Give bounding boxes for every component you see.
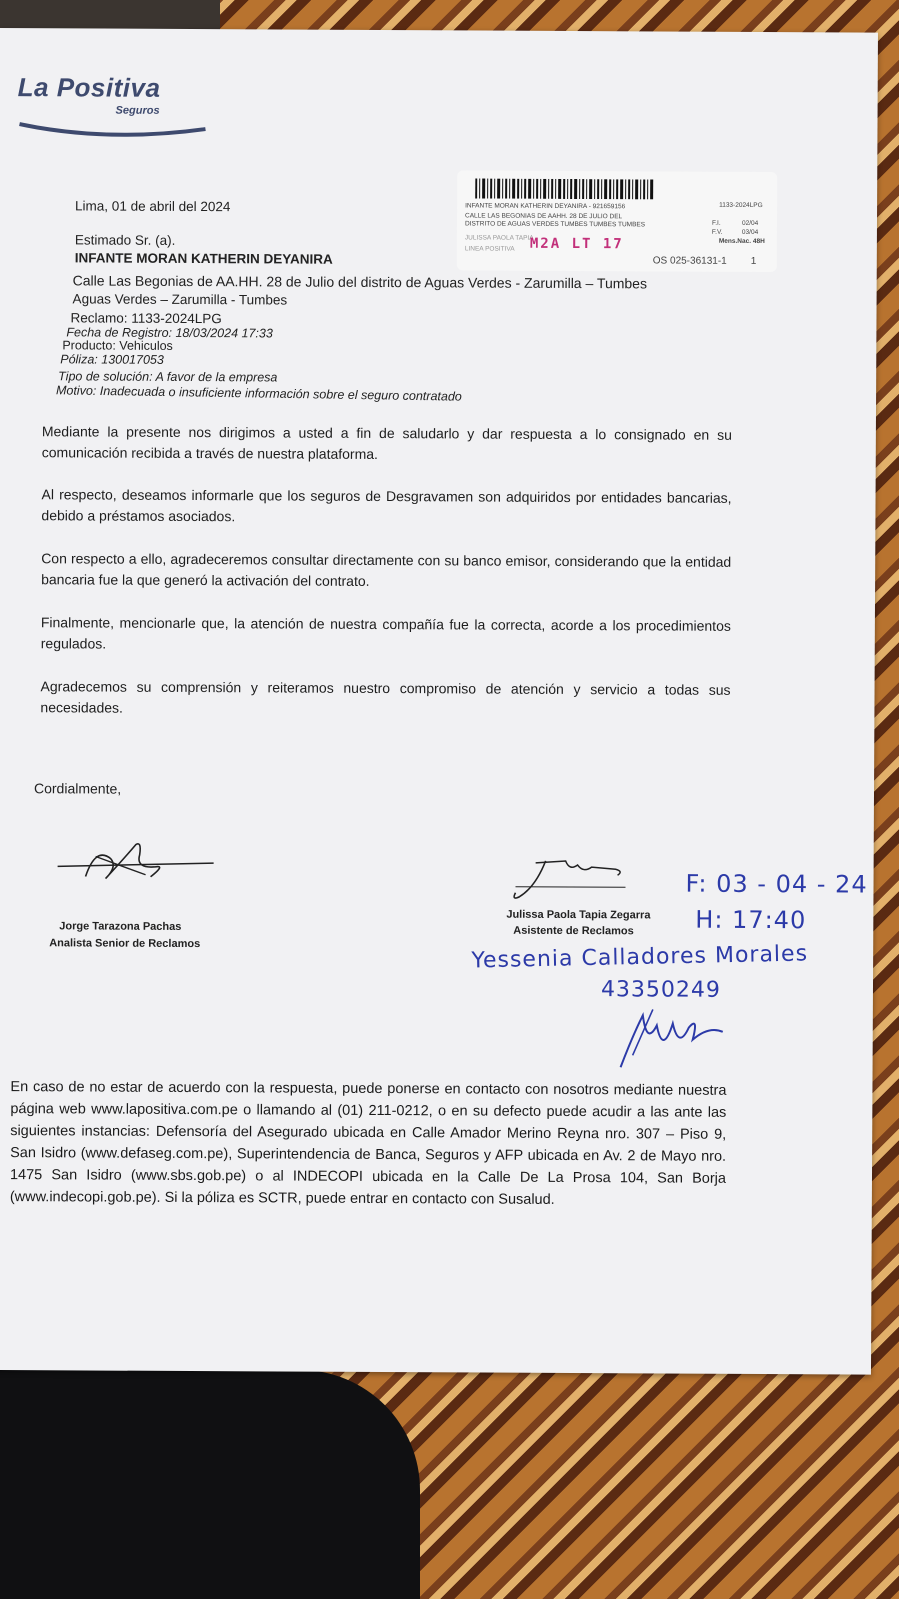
handwritten-receipt-hour: H: 17:40 (695, 905, 807, 935)
handwritten-receipt-date: F: 03 - 04 - 24 (685, 869, 868, 899)
handwritten-lot-number: M2A LT 17 (529, 235, 624, 253)
right-signature-icon (505, 857, 635, 904)
paragraph-1: Mediante la presente nos dirigimos a usted a fin de saludarlo y dar respuesta a lo consignado en su comunicación recibida a través de nuestra plataforma. (41, 423, 732, 462)
handwritten-receiver-signature-icon (613, 1005, 733, 1072)
closing: Cordialmente, (33, 780, 122, 797)
label-mens: Mens.Nac. 48H (718, 237, 765, 246)
solution-type: Tipo de solución: A favor de la empresa (58, 369, 278, 385)
letter-date: Lima, 01 de abril del 2024 (75, 198, 231, 215)
label-line4: JULISSA PAOLA TAPIA (464, 234, 534, 242)
label-fv: F.V. (711, 228, 723, 236)
claim-number: Reclamo: 1133-2024LPG (70, 310, 222, 327)
label-line5: LINEA POSITIVA (464, 245, 515, 253)
claim-reason: Motivo: Inadecuada o insuficiente información sobre el seguro contratado (55, 383, 462, 404)
right-signer-name: Julissa Paola Tapia Zegarra (506, 908, 651, 922)
right-signer-role: Asistente de Reclamos (513, 924, 634, 938)
label-fi-value: 02/04 (741, 219, 759, 227)
left-signature-icon (56, 836, 216, 887)
handwritten-receiver-dni: 43350249 (600, 977, 722, 1003)
paragraph-4: Finalmente, mencionarle que, la atención de nuestra compañía fue la correcta, acorde a los procedimientos regulados. (40, 614, 731, 652)
label-os: OS 025-36131-1 (652, 255, 727, 267)
company-logo-text: La Positiva (17, 72, 161, 103)
recipient-address: Calle Las Begonias de AA.HH. 28 de Julio del distrito de Aguas Verdes - Zarumilla – Tumbes (72, 272, 648, 292)
label-code: 1133-2024LPG (719, 201, 763, 209)
letter-sheet (0, 28, 878, 1375)
logo-swoosh-icon (17, 120, 207, 141)
label-line2: CALLE LAS BEGONIAS DE AAHH. 28 DE JULIO DEL (465, 212, 623, 221)
paragraph-2: Al respecto, deseamos informarle que los seguros de Desgravamen son adquiridos por entidades bancarias, debido a préstamos asociados. (41, 486, 732, 525)
label-line1: INFANTE MORAN KATHERIN DEYANIRA - 921659156 (465, 202, 626, 211)
paragraph-5: Agradecemos su comprensión y reiteramos nuestro compromiso de atención y servicio a todas sus necesidades. (40, 678, 731, 716)
policy-number: Póliza: 130017053 (60, 352, 164, 367)
left-signer-role: Analista Senior de Reclamos (49, 937, 201, 951)
label-line3: DISTRITO DE AGUAS VERDES TUMBES TUMBES TUMBES (464, 220, 646, 229)
paragraph-3: Con respecto a ello, agradeceremos consultar directamente con su banco emisor, considerando que la entidad bancaria fue la que generó la activación del contrato. (41, 550, 732, 589)
label-os-number: 1 (750, 255, 757, 267)
company-logo-subtitle: Seguros (115, 104, 160, 117)
recipient-name: INFANTE MORAN KATHERIN DEYANIRA (74, 250, 333, 267)
barcode-icon (475, 178, 655, 199)
greeting: Estimado Sr. (a). (74, 232, 176, 248)
product: Producto: Vehiculos (62, 338, 173, 353)
mailing-label (457, 170, 778, 272)
footer-contact-info: En caso de no estar de acuerdo con la respuesta, puede ponerse en contacto con nosotros mediante nuestra página web www.lapositiva.com.pe o llamando al (01) 211-0212, o en su defecto puede acudir a las ante las siguientes instancias: Defensoría del Asegurado ubicada en Calle Amador Merino Reyna nro. 307 – Piso 9, San Isidro (www.defaseg.com.pe), Superintendencia de Banca, Seguros y AFP ubicada en Av. 2 de Mayo nro. 1475 San Isidro (www.sbs.gob.pe) o al INDECOPI ubicada en la Calle De La Prosa 104, San Borja (www.indecopi.gob.pe). Si la póliza es SCTR, puede entrar en contacto con Susalud. (9, 1079, 727, 1208)
dark-object-background (0, 1370, 420, 1599)
label-fi: F.I. (711, 219, 721, 227)
handwritten-receiver-name: Yessenia Calladores Morales (471, 941, 809, 974)
registration-date: Fecha de Registro: 18/03/2024 17:33 (66, 325, 273, 341)
left-signer-name: Jorge Tarazona Pachas (59, 920, 182, 933)
label-fv-value: 03/04 (741, 228, 759, 236)
recipient-city: Aguas Verdes – Zarumilla - Tumbes (72, 291, 288, 308)
